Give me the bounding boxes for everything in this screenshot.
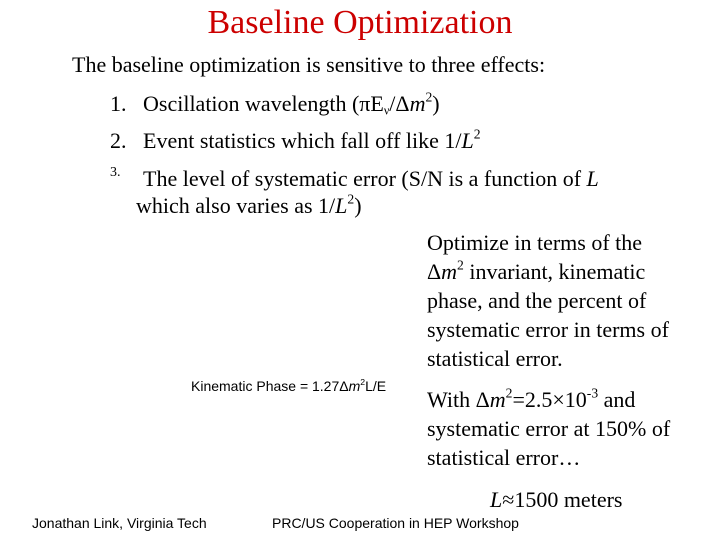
list-item-text-continued: which also varies as $1/L^2$) [136, 191, 362, 218]
with-text: With $\Delta m^2=2.5\times 10^{-3}$ and systematic error at 150% of statistical error… [427, 385, 671, 470]
list-item-text: Oscillation wavelength $(\pi E_\nu/\Delta m^2)$ [143, 89, 440, 118]
list-item-text: Event statistics which fall off like $1/L^2$ [143, 126, 481, 153]
result-text: L≈1500 meters [490, 487, 623, 512]
footer-author: Jonathan Link, Virginia Tech [32, 515, 207, 531]
list-number: 3. [110, 165, 121, 180]
footer-event: PRC/US Cooperation in HEP Workshop [272, 515, 519, 531]
slide-title: Baseline Optimization [207, 4, 513, 41]
list-number: 2. [110, 128, 127, 153]
list-number: 1. [110, 91, 127, 116]
optimize-text: Optimize in terms of the $\Delta m^2$ invariant, kinematic phase, and the percent of systematic error in terms of statistical error. [427, 230, 669, 371]
intro-text: The baseline optimization is sensitive to three effects: [72, 52, 546, 77]
list-item-text: The level of systematic error (S/N is a function of L [143, 166, 599, 191]
kinematic-phase-formula: Kinematic Phase = $1.27\Delta m^2L/E$ [191, 376, 387, 394]
